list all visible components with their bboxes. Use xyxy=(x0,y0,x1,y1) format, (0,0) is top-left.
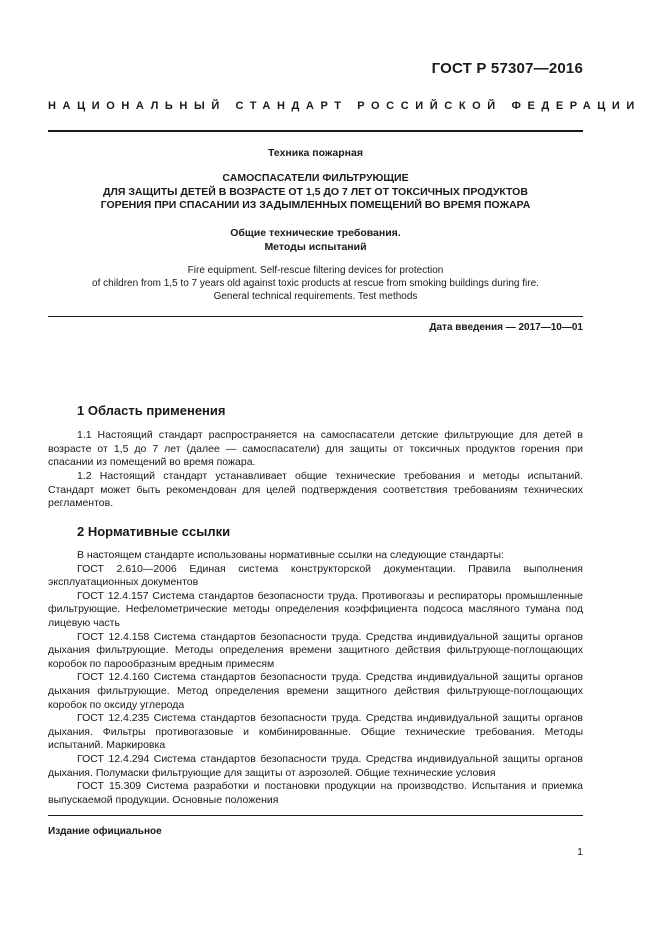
national-standard-heading: НАЦИОНАЛЬНЫЙ СТАНДАРТ РОССИЙСКОЙ ФЕДЕРАЦИИ xyxy=(48,100,641,112)
english-title-line: Fire equipment. Self-rescue filtering devices for protection xyxy=(187,265,444,276)
footer-divider xyxy=(48,815,583,816)
subtitle-line: Методы испытаний xyxy=(264,240,367,253)
title-line: ДЛЯ ЗАЩИТЫ ДЕТЕЙ В ВОЗРАСТЕ ОТ 1,5 ДО 7 ЛЕТ ОТ ТОКСИЧНЫХ ПРОДУКТОВ xyxy=(103,185,528,198)
reference-item: ГОСТ 12.4.157 Система стандартов безопасности труда. Противогазы и респираторы промышленные фильтрующие. Нефелометрические методы определения коэффициента подсоса масляного тумана под лицевую часть xyxy=(48,589,583,629)
reference-item: ГОСТ 12.4.294 Система стандартов безопасности труда. Средства индивидуальной защиты органов дыхания. Полумаски фильтрующие для защиты от аэрозолей. Общие технические условия xyxy=(48,752,583,779)
reference-item: ГОСТ 15.309 Система разработки и постановки продукции на производство. Испытания и приемка выпускаемой продукции. Основные положения xyxy=(48,780,583,806)
document-code: ГОСТ Р 57307—2016 xyxy=(431,60,583,77)
reference-item: ГОСТ 12.4.158 Система стандартов безопасности труда. Средства индивидуальной защиты органов дыхания фильтрующие. Методы определения времени защитного действия фильтрующе-поглощающих коробок по парообразным вредным примесям xyxy=(48,630,583,670)
section-2-heading: 2 Нормативные ссылки xyxy=(77,524,231,539)
title-line: ГОРЕНИЯ ПРИ СПАСАНИИ ИЗ ЗАДЫМЛЕННЫХ ПОМЕЩЕНИЙ ВО ВРЕМЯ ПОЖАРА xyxy=(100,199,531,211)
document-title xyxy=(48,172,583,213)
reference-intro: В настоящем стандарте использованы нормативные ссылки на следующие стандарты: xyxy=(77,549,504,561)
normative-references-list xyxy=(48,549,583,807)
page-number: 1 xyxy=(577,846,583,858)
section-1-heading: 1 Область применения xyxy=(77,403,226,418)
introduction-date: Дата введения — 2017—10—01 xyxy=(429,322,583,333)
paragraph-1-2: 1.2 Настоящий стандарт устанавливает общие технические требования и методы испытаний. Стандарт может быть рекомендован для целей подтверждения соответствия требованиям технических регламентов. xyxy=(48,470,583,510)
subtitle-line: Общие технические требования. xyxy=(230,227,401,239)
official-edition-label: Издание официальное xyxy=(48,826,162,837)
reference-item: ГОСТ 12.4.235 Система стандартов безопасности труда. Средства индивидуальной защиты органов дыхания. Фильтры противогазовые и комбинированные. Общие технические требования. Методы испытаний. Маркировка xyxy=(48,712,583,752)
paragraph-1-1: 1.1 Настоящий стандарт распространяется на самоспасатели детские фильтрующие для детей в возрасте от 1,5 до 7 лет (далее — самоспасатели) для защиты от токсичных продуктов горения при спасании из помещений во время пожара. xyxy=(48,429,583,469)
reference-item: ГОСТ 12.4.160 Система стандартов безопасности труда. Средства индивидуальной защиты органов дыхания фильтрующие. Метод определения времени защитного действия фильтрующе-поглощающих коробок по оксиду углерода xyxy=(48,671,583,711)
title-divider xyxy=(48,316,583,317)
title-line: САМОСПАСАТЕЛИ ФИЛЬТРУЮЩИЕ xyxy=(222,172,409,184)
english-title xyxy=(48,265,583,303)
english-title-line: of children from 1,5 to 7 years old against toxic products at rescue from smoking buildings during fire. xyxy=(92,277,539,289)
document-subtitle xyxy=(48,227,583,254)
header-divider xyxy=(48,130,583,132)
subject-heading: Техника пожарная xyxy=(268,147,363,159)
reference-item: ГОСТ 2.610—2006 Единая система конструкторской документации. Правила выполнения эксплуатационных документов xyxy=(48,562,583,589)
english-title-line: General technical requirements. Test methods xyxy=(213,290,418,302)
